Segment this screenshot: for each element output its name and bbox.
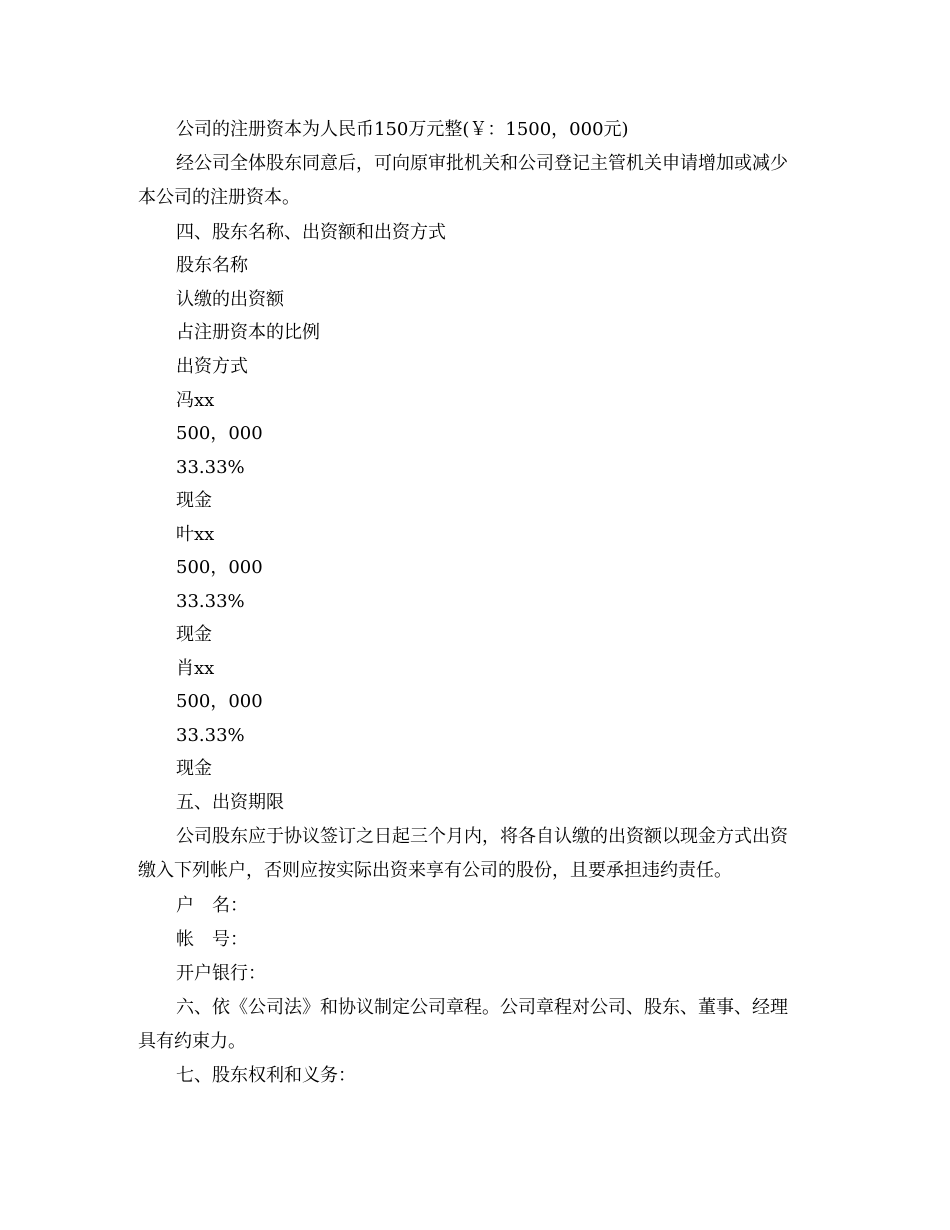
text-line: 占注册资本的比例 [176,322,320,343]
text-line: 冯xx [176,390,215,411]
text-line: 公司的注册资本为人民币150万元整(￥：1500，000元) [176,119,629,140]
section-heading: 五、出资期限 [176,792,284,813]
text-line: 现金 [176,490,212,511]
text-line: 现金 [176,624,212,645]
text-line: 500，000 [176,691,263,712]
text-line: 户 名： [176,895,248,916]
text-line: 500，000 [176,557,263,578]
text-line: 500，000 [176,423,263,444]
text-line: 公司股东应于协议签订之日起三个月内，将各自认缴的出资额以现金方式出资 [176,826,788,847]
text-line: 具有约束力。 [138,1031,246,1052]
text-line: 叶xx [176,524,215,545]
text-line: 33.33% [176,725,245,746]
section-heading: 七、股东权利和义务： [176,1065,356,1086]
text-line: 33.33% [176,457,245,478]
text-line: 33.33% [176,591,245,612]
text-line: 出资方式 [176,356,248,377]
text-line: 现金 [176,758,212,779]
text-line: 股东名称 [176,255,248,276]
text-line: 认缴的出资额 [176,289,284,310]
text-line: 经公司全体股东同意后，可向原审批机关和公司登记主管机关申请增加或减少 [176,153,788,174]
section-heading: 六、依《公司法》和协议制定公司章程。公司章程对公司、股东、董事、经理 [176,997,788,1018]
text-line: 帐 号： [176,929,248,950]
text-line: 缴入下列帐户，否则应按实际出资来享有公司的股份，且要承担违约责任。 [138,860,732,881]
section-heading: 四、股东名称、出资额和出资方式 [176,222,446,243]
text-line: 本公司的注册资本。 [138,187,300,208]
text-line: 开户银行： [176,963,266,984]
text-line: 肖xx [176,658,215,679]
